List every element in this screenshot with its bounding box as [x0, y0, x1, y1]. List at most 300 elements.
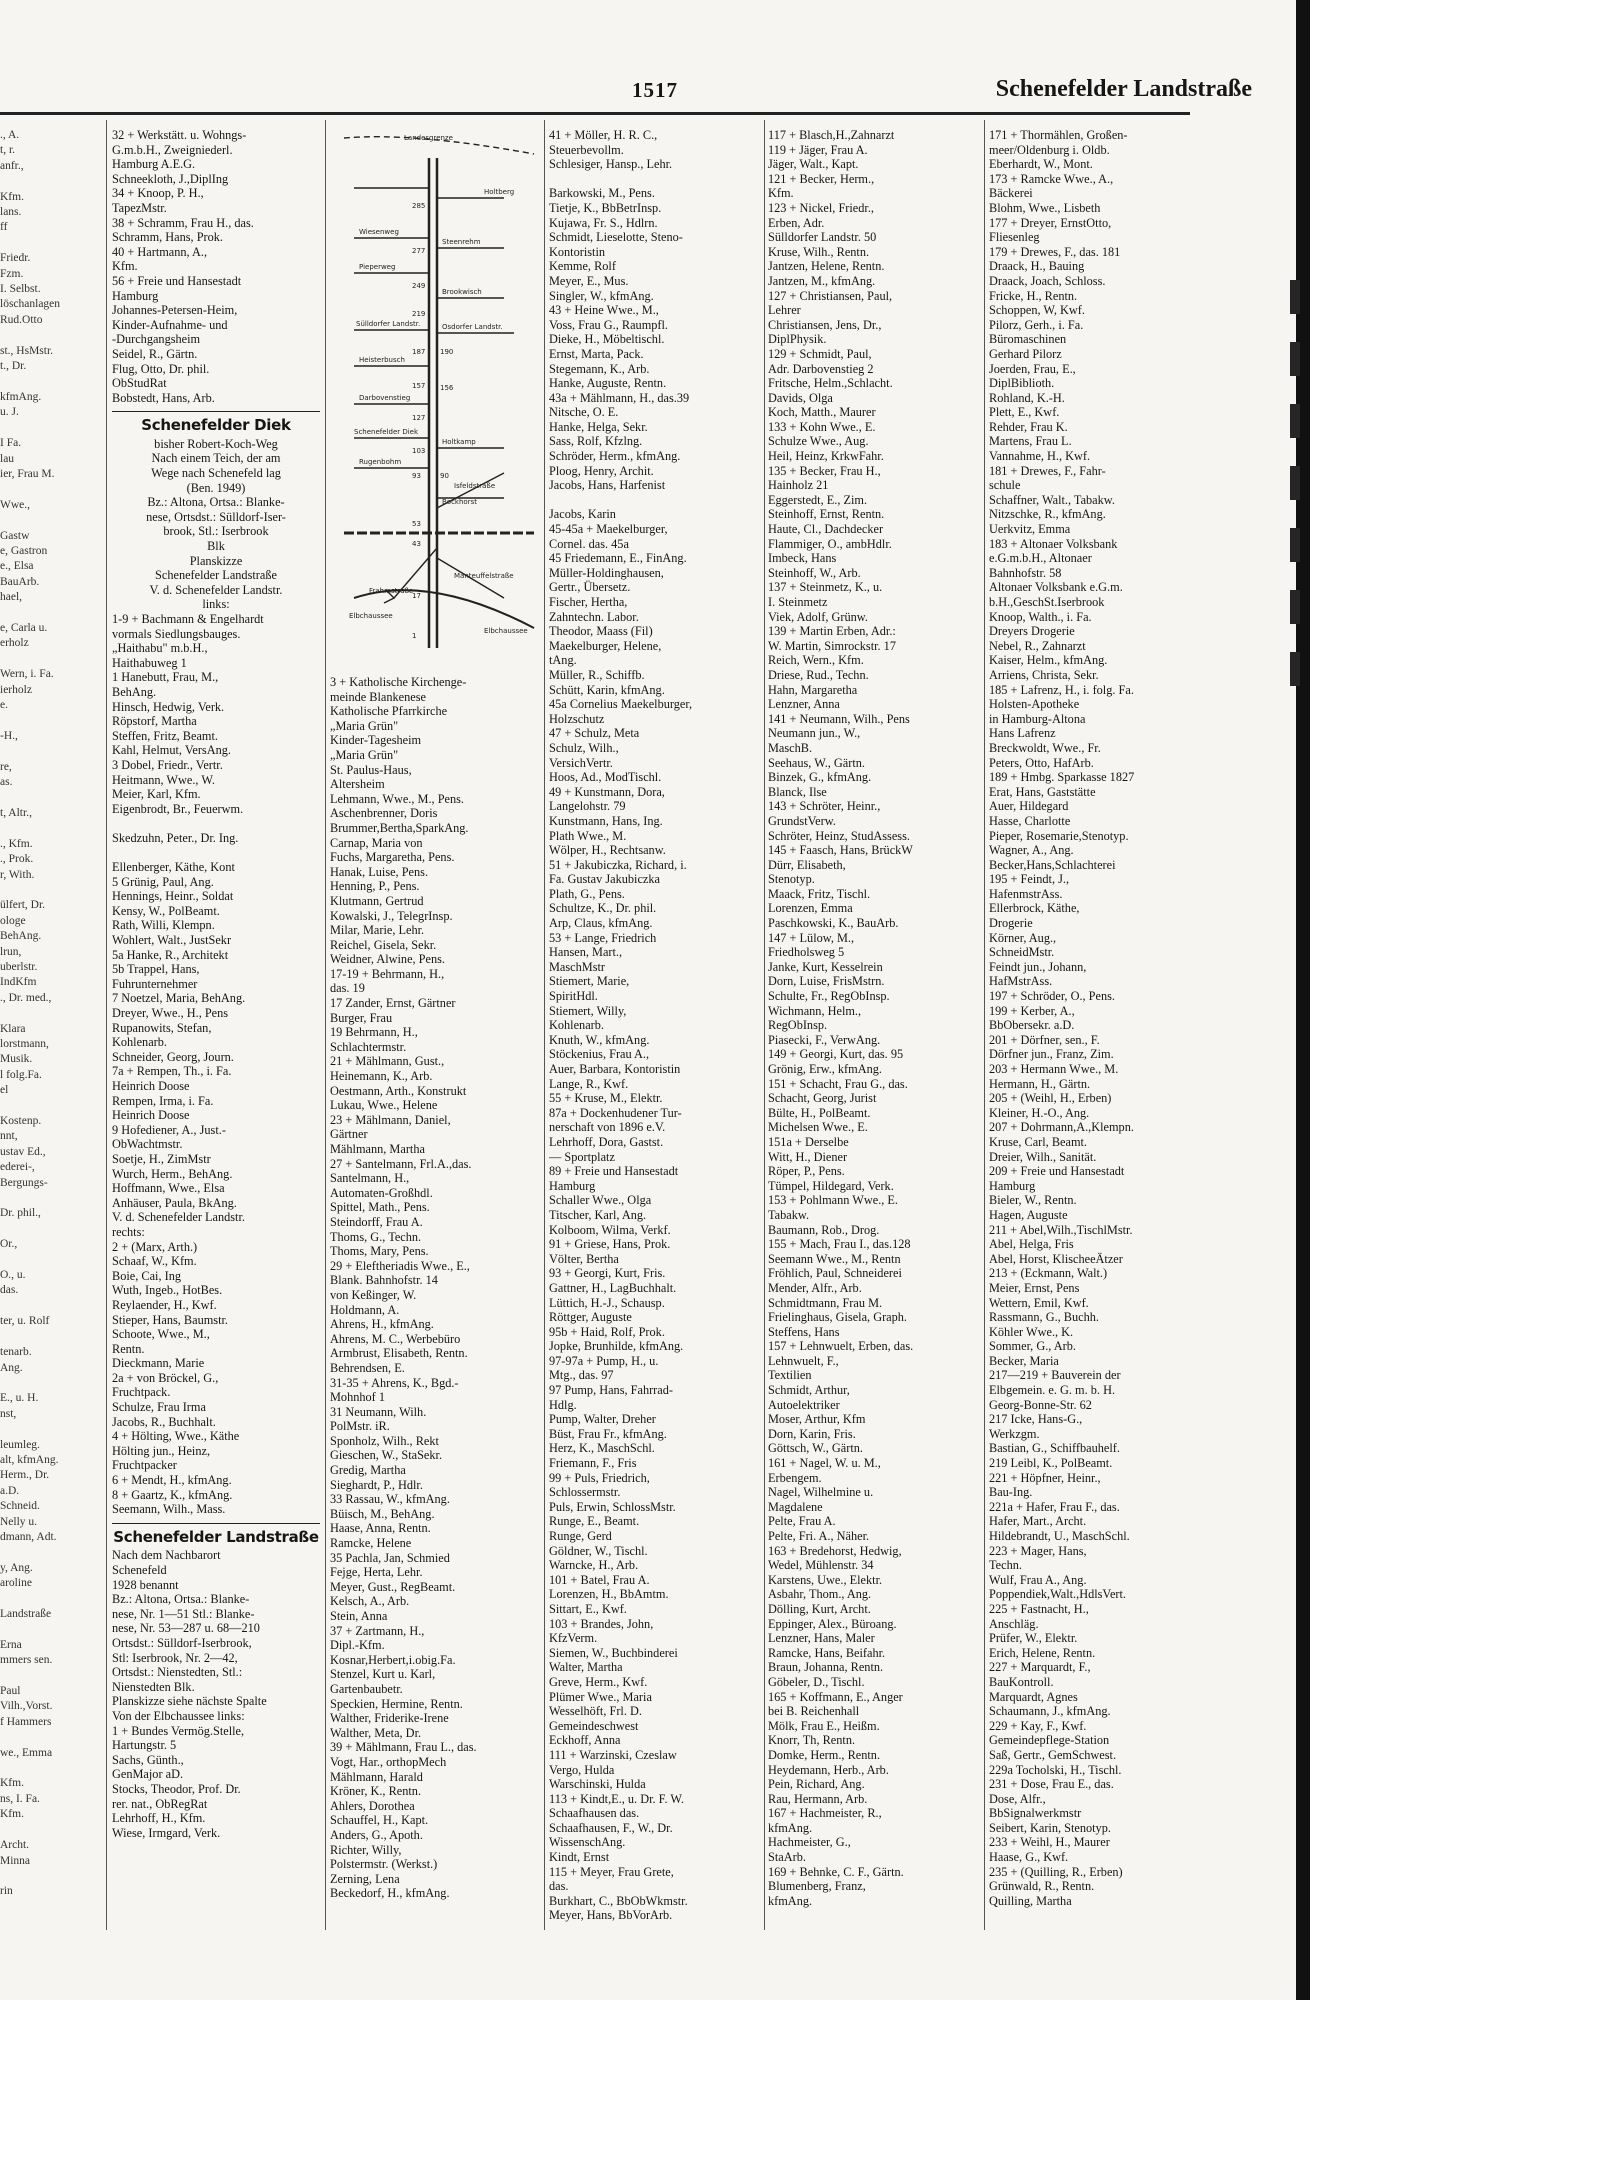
directory-entry-line — [0, 1823, 100, 1838]
directory-entry-line: 97 Pump, Hans, Fahrrad- — [549, 1383, 673, 1398]
directory-entry-line: Puls, Erwin, SchlossMstr. — [549, 1499, 676, 1514]
directory-entry-line: Abel, Helga, Fris — [989, 1237, 1074, 1252]
directory-entry-line: rin — [0, 1885, 13, 1898]
directory-entry-line: Wege nach Schenefeld lag — [151, 466, 281, 481]
directory-entry-line: Schauffel, H., Kapt. — [330, 1813, 429, 1828]
map-house-number: 103 — [412, 447, 426, 455]
directory-entry-line: GenMajor aD. — [112, 1767, 184, 1782]
directory-entry-line: 37 + Zartmann, H., — [330, 1623, 425, 1638]
directory-entry-line: Driese, Rud., Techn. — [768, 667, 869, 682]
directory-entry-line: Hans Lafrenz — [989, 726, 1056, 741]
header-rule — [0, 112, 1190, 115]
directory-entry-line — [0, 790, 100, 805]
directory-entry-line: Bieler, W., Rentn. — [989, 1193, 1077, 1208]
directory-entry-line: Henning, P., Pens. — [330, 879, 420, 894]
directory-entry-line: Schmidt, Arthur, — [768, 1383, 850, 1398]
directory-entry-line: Göttsch, W., Gärtn. — [768, 1441, 863, 1456]
directory-entry-line: Hasse, Charlotte — [989, 813, 1071, 828]
directory-entry-line: Braun, Johanna, Rentn. — [768, 1660, 884, 1675]
directory-entry-line: MaschB. — [768, 740, 813, 755]
directory-entry-line: Becker, Maria — [989, 1353, 1059, 1368]
directory-entry-line: Fzm. — [0, 267, 24, 280]
directory-entry-line: Titscher, Karl, Ang. — [549, 1207, 647, 1222]
directory-entry-line: 17 Zander, Ernst, Gärtner — [330, 996, 456, 1011]
directory-entry-line: t, r. — [0, 144, 16, 157]
directory-entry-line: ., Kfm. — [0, 837, 33, 850]
directory-entry-line: V. d. Schenefelder Landstr. — [112, 1210, 245, 1225]
left-margin-column — [0, 128, 100, 1938]
directory-entry-line: Uerkvitz, Emma — [989, 522, 1071, 537]
directory-entry-line: Kosnar,Herbert,i.obig.Fa. — [330, 1652, 456, 1667]
directory-entry-line: Voss, Frau G., Raumpfl. — [549, 317, 668, 332]
directory-entry-line: 7 Noetzel, Maria, BehAng. — [112, 991, 246, 1006]
directory-entry-line: Pelte, Frau A. — [768, 1514, 836, 1529]
directory-entry-line: Jopke, Brunhilde, kfmAng. — [549, 1339, 684, 1354]
directory-entry-line: 89 + Freie und Hansestadt — [549, 1164, 679, 1179]
directory-entry-line: Paschkowski, K., BauArb. — [768, 916, 899, 931]
map-house-number: 1 — [412, 632, 417, 640]
directory-entry-line: Hildebrandt, U., MaschSchl. — [989, 1529, 1130, 1543]
map-house-number: 157 — [412, 382, 426, 390]
directory-entry-line: Bahnhofstr. 58 — [989, 565, 1062, 580]
directory-entry-line: Jacobs, R., Buchhalt. — [112, 1414, 216, 1429]
directory-entry-line: Fliesenleg — [989, 230, 1040, 245]
directory-entry-line: 35 Pachla, Jan, Schmied — [330, 1550, 450, 1565]
directory-entry-line: st., HsMstr. — [0, 344, 54, 357]
directory-entry-line: O., u. — [0, 1269, 26, 1282]
directory-entry-line: Runge, Gerd — [549, 1529, 612, 1543]
directory-entry-line: -Durchgangsheim — [112, 332, 201, 347]
directory-entry-line: Heinemann, K., Arb. — [330, 1069, 433, 1084]
map-house-number: 277 — [412, 247, 426, 255]
directory-entry-line: Fa. Gustav Jakubiczka — [549, 872, 660, 887]
directory-entry-line: Lenzner, Anna — [768, 697, 840, 712]
directory-entry-line: Draack, Joach, Schloss. — [989, 273, 1106, 288]
directory-entry-line — [0, 1222, 100, 1237]
directory-entry-line: Lehmann, Wwe., M., Pens. — [330, 791, 464, 806]
directory-entry-line: Jacobs, Hans, Harfenist — [549, 478, 666, 493]
directory-entry-line: e., Elsa — [0, 560, 34, 573]
map-street-label: Manteuffelstraße — [454, 572, 514, 580]
directory-entry-line: Fejge, Herta, Lehr. — [330, 1565, 423, 1580]
directory-entry-line: 119 + Jäger, Frau A. — [768, 142, 868, 157]
directory-entry-line: WissenschAng. — [549, 1835, 626, 1850]
map-street-label: Elbchaussee — [349, 612, 393, 620]
directory-entry-line: 39 + Mählmann, Frau L., das. — [330, 1740, 477, 1755]
column-divider — [984, 120, 985, 1930]
directory-entry-line: t, Altr., — [0, 806, 32, 819]
directory-entry-line: Wuth, Ingeb., HotBes. — [112, 1283, 223, 1298]
directory-entry-line: Stöckenius, Frau A., — [549, 1047, 650, 1062]
directory-entry-line — [0, 744, 100, 759]
directory-entry-line: RegObInsp. — [768, 1018, 828, 1033]
directory-entry-line: 6 + Mendt, H., kfmAng. — [112, 1473, 232, 1488]
directory-entry-line: Kahl, Helmut, VersAng. — [112, 743, 231, 758]
directory-entry-line: Fruchtpack. — [112, 1385, 171, 1400]
map-house-number: 285 — [412, 202, 426, 210]
directory-entry-line: Schulz, Wilh., — [549, 740, 619, 755]
directory-entry-line: Heil, Heinz, KrkwFahr. — [768, 449, 884, 464]
directory-entry-line: Kontoristin — [549, 244, 606, 259]
directory-entry-line: Dieckmann, Marie — [112, 1356, 205, 1371]
directory-entry-line: lorstmann, — [0, 1037, 49, 1050]
directory-entry-line: Weidner, Alwine, Pens. — [330, 952, 445, 967]
directory-entry-line: Wagner, A., Ang. — [989, 843, 1074, 858]
directory-entry-line: leumleg. — [0, 1438, 40, 1451]
directory-entry-line: t., Dr. — [0, 360, 27, 373]
directory-entry-line: Schulte, Fr., RegObInsp. — [768, 989, 890, 1004]
directory-entry-line: Grünwald, R., Rentn. — [989, 1879, 1095, 1894]
directory-entry-line: Nebel, R., Zahnarzt — [989, 638, 1086, 653]
directory-entry-line — [0, 1730, 100, 1745]
directory-entry-line: Müller, R., Schiffb. — [549, 667, 645, 682]
directory-entry-line: Schacht, Georg, Jurist — [768, 1091, 877, 1106]
directory-entry-line: 197 + Schröder, O., Pens. — [989, 989, 1115, 1004]
directory-entry-line: Rentn. — [112, 1341, 145, 1356]
directory-entry-line: 53 + Lange, Friedrich — [549, 930, 657, 945]
directory-entry-line: 29 + Eleftheriadis Wwe., E., — [330, 1258, 470, 1273]
directory-entry-line: Textilien — [768, 1368, 812, 1383]
directory-entry-line: Gertr., Übersetz. — [549, 580, 631, 595]
directory-entry-line: Holdmann, A. — [330, 1302, 400, 1317]
directory-entry-line: Röper, P., Pens. — [768, 1164, 845, 1179]
directory-entry-line: Nelly u. — [0, 1515, 38, 1528]
section-separator — [112, 411, 320, 412]
directory-entry-line: Ahrens, M. C., Werbebüro — [330, 1331, 461, 1346]
directory-entry-line: Hennings, Heinr., Soldat — [112, 889, 234, 904]
directory-entry-line: Hinsch, Hedwig, Verk. — [112, 699, 225, 714]
directory-entry-line: 1-9 + Bachmann & Engelhardt — [112, 612, 264, 626]
directory-entry-line: nese, Nr. 1—51 Stl.: Blanke- — [112, 1606, 255, 1621]
directory-entry-line: Göldner, W., Tischl. — [549, 1543, 648, 1558]
directory-entry-line: 123 + Nickel, Friedr., — [768, 200, 874, 215]
map-street-label: Schenefelder Diek — [354, 428, 419, 436]
directory-entry-line: f Hammers — [0, 1715, 52, 1728]
directory-entry-line: Moser, Arthur, Kfm — [768, 1412, 866, 1427]
map-house-number: 249 — [412, 282, 426, 290]
directory-entry-line: Automaten-Großhdl. — [330, 1185, 433, 1200]
directory-entry-line: u. J. — [0, 406, 19, 419]
directory-entry-line: Davids, Olga — [768, 390, 833, 405]
directory-entry-line: Arp, Claus, kfmAng. — [549, 916, 653, 931]
directory-entry-line: Barkowski, M., Pens. — [549, 186, 655, 201]
directory-entry-line: Witt, H., Diener — [768, 1149, 848, 1164]
directory-entry-line: Wichmann, Helm., — [768, 1003, 862, 1018]
directory-entry-line: G.m.b.H., Zweigniederl. — [112, 142, 233, 157]
directory-entry-line: Dreier, Wilh., Sanität. — [989, 1149, 1097, 1164]
directory-entry-line: Friedr. — [0, 252, 31, 265]
directory-entry-line: brook, Stl.: Iserbrook — [163, 524, 269, 539]
directory-entry-line: Schaumann, J., kfmAng. — [989, 1704, 1111, 1719]
directory-entry-line: -H., — [0, 729, 18, 742]
directory-entry-line: erholz — [0, 637, 29, 650]
directory-entry-line: I. Selbst. — [0, 283, 41, 296]
directory-entry-line: Musik. — [0, 1053, 33, 1066]
directory-entry-line: Schütt, Karin, kfmAng. — [549, 682, 665, 697]
directory-entry-line: Schaafhausen das. — [549, 1806, 640, 1821]
directory-entry-line: 229 + Kay, F., Kwf. — [989, 1718, 1087, 1733]
directory-entry-line: Fruchtpacker — [112, 1458, 177, 1473]
directory-entry-line: MaschMstr — [549, 959, 606, 974]
directory-entry-line: Holzschutz — [549, 711, 605, 726]
directory-entry-line: links: — [202, 597, 230, 612]
directory-entry-line: Oestmann, Arth., Konstrukt — [330, 1083, 467, 1098]
directory-entry-line: Carnap, Maria von — [330, 835, 423, 850]
directory-entry-line: Plümer Wwe., Maria — [549, 1689, 652, 1704]
directory-entry-line: Ellenberger, Käthe, Kont — [112, 860, 235, 875]
column-3 — [549, 128, 760, 1938]
directory-entry-line: 235 + (Quilling, R., Erben) — [989, 1864, 1123, 1879]
directory-entry-line — [0, 375, 100, 390]
map-house-number: 127 — [412, 414, 426, 422]
directory-entry-line: 95b + Haid, Rolf, Prok. — [549, 1324, 665, 1339]
directory-entry-line: 45-45a + Maekelburger, — [549, 522, 668, 537]
directory-entry-line: Nitsche, O. E. — [549, 405, 619, 420]
directory-entry-line: 1928 benannt — [112, 1577, 179, 1592]
directory-entry-line: Sachs, Günth., — [112, 1752, 184, 1767]
directory-entry-line — [0, 821, 100, 836]
directory-entry-line: Flug, Otto, Dr. phil. — [112, 361, 210, 376]
map-title-label: Landesgrenze — [404, 134, 453, 142]
directory-entry-line: Ernst, Marta, Pack. — [549, 346, 644, 361]
directory-entry-line: Janke, Kurt, Kesselrein — [768, 959, 883, 974]
directory-entry-line: Mählmann, Harald — [330, 1769, 423, 1784]
directory-entry-line: PolMstr. iR. — [330, 1419, 390, 1434]
directory-entry-line: Asbahr, Thom., Ang. — [768, 1587, 872, 1602]
directory-entry-line: 207 + Dohrmann,A.,Klempn. — [989, 1120, 1134, 1135]
directory-entry-line: Vannahme, H., Kwf. — [989, 449, 1091, 464]
directory-entry-line: 31-35 + Ahrens, K., Bgd.- — [330, 1375, 459, 1390]
directory-entry-line: Göbeler, D., Tischl. — [768, 1674, 865, 1689]
directory-entry-line: Marquardt, Agnes — [989, 1689, 1078, 1704]
directory-entry-line: das. 19 — [330, 981, 365, 996]
directory-entry-line: 41 + Möller, H. R. C., — [549, 128, 658, 142]
directory-entry-line: Minna — [0, 1854, 31, 1867]
directory-entry-line: 171 + Thormählen, Großen- — [989, 128, 1128, 142]
directory-entry-line: W. Martin, Simrockstr. 17 — [768, 638, 896, 653]
directory-entry-line — [0, 513, 100, 528]
directory-entry-line: Steindorff, Frau A. — [330, 1214, 423, 1229]
directory-entry-line: Drogerie — [989, 916, 1033, 931]
directory-entry-line: ier, Frau M. — [0, 467, 55, 480]
directory-entry-line: ObStudRat — [112, 376, 167, 391]
map-street-label: Wiesenweg — [359, 228, 399, 236]
directory-entry-line: 165 + Koffmann, E., Anger — [768, 1689, 903, 1704]
column-divider — [544, 120, 545, 1930]
directory-entry-line: Hafer, Mart., Archt. — [989, 1514, 1087, 1529]
directory-entry-line: 209 + Freie und Hansestadt — [989, 1164, 1125, 1179]
directory-entry-line: 231 + Dose, Frau E., das. — [989, 1777, 1114, 1792]
directory-entry-line: 27 + Santelmann, Frl.A.,das. — [330, 1156, 472, 1171]
directory-entry-line: 227 + Marquardt, F., — [989, 1660, 1091, 1675]
directory-entry-line: Thoms, Mary, Pens. — [330, 1244, 429, 1259]
directory-entry-line — [0, 1376, 100, 1391]
directory-entry-line: Ahrens, H., kfmAng. — [330, 1317, 434, 1332]
directory-entry-line: 103 + Brandes, John, — [549, 1616, 654, 1631]
directory-entry-line: Nitzschke, R., kfmAng. — [989, 507, 1106, 522]
directory-entry-line: Greve, Herm., Kwf. — [549, 1674, 648, 1689]
directory-entry-line: Hansen, Mart., — [549, 945, 623, 960]
map-street-label: Heisterbusch — [359, 356, 405, 364]
directory-entry-line: Kowalski, J., TelegrInsp. — [330, 908, 453, 923]
directory-entry-line: Lehnwuelt, F., — [768, 1353, 839, 1368]
directory-entry-line: nese, Ortsdst.: Sülldorf-Iser- — [146, 509, 286, 524]
directory-entry-line: Hermann, H., Gärtn. — [989, 1076, 1091, 1091]
directory-entry-line: (Ben. 1949) — [186, 480, 246, 495]
directory-entry-line: Boie, Cai, Ing — [112, 1268, 181, 1283]
directory-entry-line: Wulf, Frau A., Ang. — [989, 1572, 1087, 1587]
directory-entry-line: 51 + Jakubiczka, Richard, i. — [549, 857, 687, 872]
directory-entry-line: Schoppen, W, Kwf. — [989, 303, 1085, 318]
map-street-label: Bockhorst — [442, 498, 477, 506]
directory-entry-line: Altersheim — [330, 777, 385, 792]
directory-entry-line: ustav Ed., — [0, 1145, 46, 1158]
directory-entry-line: 189 + Hmbg. Sparkasse 1827 — [989, 770, 1135, 785]
directory-entry-line: Schneekloth, J.,DiplIng — [112, 171, 229, 186]
directory-entry-line: Schenefelder Landstraße — [155, 568, 277, 583]
directory-entry-line: Erich, Helene, Rentn. — [989, 1645, 1096, 1660]
directory-entry-line: Mölk, Frau E., Heißm. — [768, 1718, 880, 1733]
directory-entry-line: Blohm, Wwe., Lisbeth — [989, 200, 1101, 215]
map-street-label: Frahmstraße — [369, 587, 414, 595]
directory-entry-line: Poppendiek,Walt.,HdlsVert. — [989, 1587, 1126, 1602]
directory-entry-line: 157 + Lehnwuelt, Erben, das. — [768, 1339, 914, 1354]
directory-entry-line: Stieper, Hans, Baumstr. — [112, 1312, 228, 1327]
directory-entry-line: Burkhart, C., BbObWkmstr. — [549, 1893, 688, 1908]
directory-entry-line: Hoffmann, Wwe., Elsa — [112, 1181, 225, 1196]
directory-entry-line: 4 + Hölting, Wwe., Käthe — [112, 1429, 240, 1444]
directory-entry-line: 5b Trappel, Hans, — [112, 962, 200, 977]
directory-entry-line: Lüttich, H.-J., Schausp. — [549, 1295, 665, 1310]
directory-entry-line: Jacobs, Karin — [549, 507, 616, 522]
directory-entry-line: nst, — [0, 1407, 17, 1420]
directory-entry-line: 1 Hanebutt, Frau, M., — [112, 670, 219, 685]
directory-entry-line: Hamburg A.E.G. — [112, 157, 196, 172]
directory-entry-line: Prüfer, W., Elektr. — [989, 1631, 1078, 1646]
directory-entry-line: l folg.Fa. — [0, 1068, 42, 1081]
directory-entry-line: Frielinghaus, Gisela, Graph. — [768, 1310, 907, 1325]
directory-entry-line: Schneid. — [0, 1500, 40, 1513]
directory-entry-line: Kujawa, Fr. S., Hdlrn. — [549, 215, 658, 230]
directory-entry-line: Walther, Meta, Dr. — [330, 1725, 422, 1740]
directory-entry-line — [0, 421, 100, 436]
directory-entry-line: Kostenp. — [0, 1115, 42, 1127]
directory-entry-line: Plath, G., Pens. — [549, 886, 625, 901]
directory-entry-line: Pump, Walter, Dreher — [549, 1412, 656, 1427]
directory-entry-line: Nienstedten Blk. — [112, 1679, 195, 1694]
column-2 — [330, 675, 540, 2000]
directory-entry-line: Kolboom, Wilma, Verkf. — [549, 1222, 671, 1237]
directory-entry-line: Ramcke, Helene — [330, 1536, 412, 1551]
directory-entry-line: V. d. Schenefelder Landstr. — [149, 582, 283, 597]
map-street-label: Pieperweg — [359, 263, 396, 271]
directory-entry-line: Schulze, Frau Irma — [112, 1400, 206, 1415]
directory-entry-line: 9 Hofediener, A., Just.- — [112, 1122, 226, 1137]
directory-entry-line: 151a + Derselbe — [768, 1134, 849, 1149]
directory-entry-line: mmers sen. — [0, 1654, 53, 1667]
directory-entry-line: tAng. — [549, 653, 577, 668]
directory-entry-line: Dölling, Kurt, Archt. — [768, 1601, 871, 1616]
map-street-label: Steenrehm — [442, 238, 481, 246]
directory-entry-line: 21 + Mählmann, Gust., — [330, 1054, 445, 1069]
directory-entry-line: 5 Grünig, Paul, Ang. — [112, 874, 214, 889]
directory-entry-line: rer. nat., ObRegRat — [112, 1796, 208, 1811]
directory-entry-line: löschanlagen — [0, 298, 61, 311]
directory-entry-line: 181 + Drewes, F., Fahr- — [989, 463, 1106, 478]
directory-entry-line: Meyer, E., Mus. — [549, 273, 629, 288]
directory-entry-line: Reylaender, H., Kwf. — [112, 1297, 217, 1312]
directory-entry-line: Gredig, Martha — [330, 1463, 406, 1478]
directory-entry-line: HafMstrAss. — [989, 974, 1053, 989]
directory-entry-line: Rau, Hermann, Arb. — [768, 1791, 868, 1806]
directory-entry-line: Bobstedt, Hans, Arb. — [112, 390, 215, 405]
map-street-label: Osdorfer Landstr. — [442, 323, 503, 331]
directory-entry-line: Kindt, Ernst — [549, 1850, 610, 1865]
directory-entry-line: Anders, G., Apoth. — [330, 1827, 423, 1842]
directory-entry-line: 153 + Pohlmann Wwe., E. — [768, 1193, 899, 1208]
map-house-number: 187 — [412, 348, 426, 356]
directory-entry-line: Zahntechn. Labor. — [549, 609, 639, 624]
directory-entry-line: Skedzuhn, Peter., Dr. Ing. — [112, 830, 239, 845]
directory-entry-line: 155 + Mach, Frau I., das.128 — [768, 1237, 911, 1252]
directory-entry-line: vormals Siedlungsbauges. — [112, 626, 241, 641]
directory-entry-line: GrundstVerw. — [768, 813, 836, 828]
directory-entry-line: Stiemert, Marie, — [549, 974, 630, 989]
directory-entry-line: Rempen, Irma, i. Fa. — [112, 1093, 214, 1108]
directory-entry-line: 45 Friedemann, E., FinAng. — [549, 551, 687, 566]
directory-entry-line: r, With. — [0, 868, 35, 881]
directory-entry-line: Techn. — [989, 1558, 1022, 1573]
map-house-number: 219 — [412, 310, 426, 318]
directory-entry-line: Sommer, G., Arb. — [989, 1339, 1076, 1354]
directory-entry-line: Gartenbaubetr. — [330, 1681, 403, 1696]
directory-entry-line — [549, 493, 760, 508]
map-house-number: 93 — [412, 472, 421, 480]
directory-entry-line — [0, 1191, 100, 1206]
directory-entry-line: Magdalene — [768, 1499, 823, 1514]
directory-entry-line: Erbengem. — [768, 1470, 822, 1485]
directory-entry-line: Spittel, Math., Pens. — [330, 1200, 430, 1215]
column-divider — [325, 120, 326, 1930]
directory-entry-line: Lehrhoff, Dora, Gastst. — [549, 1134, 664, 1149]
directory-entry-line: Sittart, E., Kwf. — [549, 1601, 627, 1616]
directory-entry-line: Pelte, Fri. A., Näher. — [768, 1529, 870, 1543]
map-street-label: Elbchaussee — [484, 627, 528, 635]
directory-entry-line — [0, 1545, 100, 1560]
directory-entry-line: hael, — [0, 591, 23, 604]
directory-entry-line: Rath, Willi, Klempn. — [112, 918, 215, 933]
directory-entry-line: 133 + Kohn Wwe., E. — [768, 419, 876, 434]
directory-entry-line: Kohlenarb. — [112, 1035, 167, 1050]
directory-entry-line: Polstermstr. (Werkst.) — [330, 1857, 438, 1872]
directory-entry-line: Hahn, Margaretha — [768, 682, 858, 697]
column-1 — [112, 128, 320, 1938]
directory-entry-line: IndKfm — [0, 976, 37, 989]
directory-entry-line: Armbrust, Elisabeth, Rentn. — [330, 1346, 468, 1361]
directory-entry-line: 3 Dobel, Friedr., Vertr. — [112, 757, 223, 772]
directory-entry-line: Haase, G., Kwf. — [989, 1850, 1069, 1865]
map-house-number: 17 — [412, 592, 421, 600]
directory-entry-line: Büst, Frau Fr., kfmAng. — [549, 1426, 667, 1441]
directory-entry-line: Völter, Bertha — [549, 1251, 619, 1266]
directory-entry-line: Abel, Horst, KlischeeÄtzer — [989, 1251, 1123, 1266]
directory-entry-line: Kemme, Rolf — [549, 259, 616, 274]
directory-entry-line — [0, 1330, 100, 1345]
directory-entry-line: Pein, Richard, Ang. — [768, 1777, 865, 1792]
directory-entry-line: 19 Behrmann, H., — [330, 1025, 418, 1040]
directory-entry-line: Anschläg. — [989, 1616, 1039, 1631]
directory-entry-line: Stenotyp. — [768, 872, 815, 887]
